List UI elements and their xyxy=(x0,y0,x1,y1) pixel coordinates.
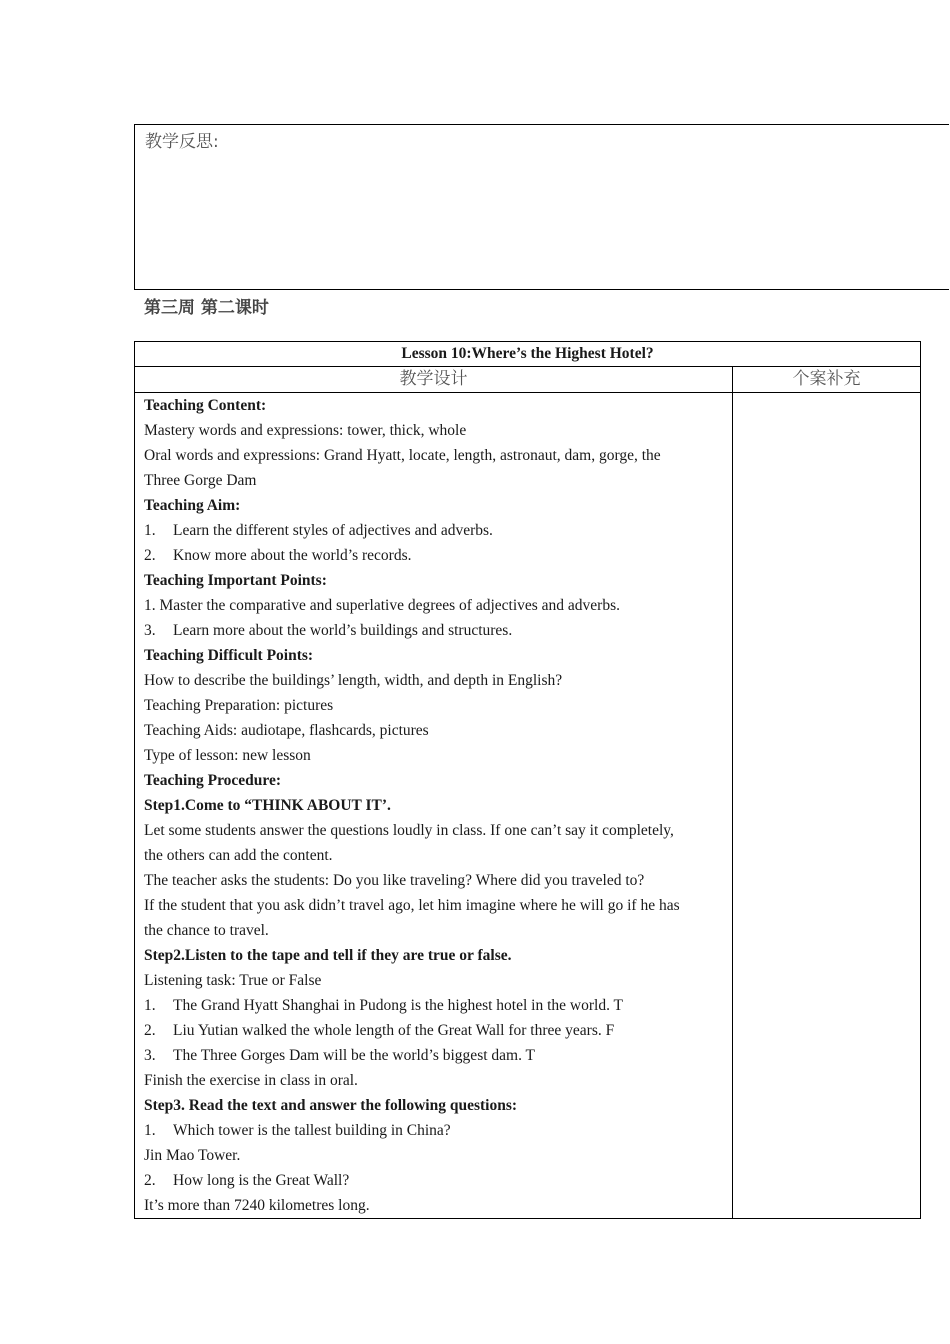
line-text: Teaching Aids: audiotape, flashcards, pictures xyxy=(144,722,429,739)
lesson-plan-table xyxy=(134,341,921,1219)
content-line xyxy=(144,493,723,518)
line-text: Teaching Difficult Points: xyxy=(144,647,314,664)
content-line xyxy=(144,818,723,843)
line-text: How to describe the buildings’ length, width, and depth in English? xyxy=(144,672,563,689)
line-text: Let some students answer the questions loudly in class. If one can’t say it completely, xyxy=(144,822,674,839)
line-text: If the student that you ask didn’t travel ago, let him imagine where he will go if he has xyxy=(144,897,680,914)
content-line xyxy=(144,743,723,768)
line-text: Liu Yutian walked the whole length of the Great Wall for three years. F xyxy=(173,1022,615,1039)
line-text: Type of lesson: new lesson xyxy=(144,747,311,764)
content-line xyxy=(144,993,723,1018)
line-text: Teaching Important Points: xyxy=(144,572,327,589)
line-text: Learn the different styles of adjectives and adverbs. xyxy=(173,522,493,539)
content-line xyxy=(144,443,723,468)
week-heading: 第三周 第二课时 xyxy=(144,298,269,318)
list-number: 2. xyxy=(144,1022,156,1039)
line-text: Three Gorge Dam xyxy=(144,472,257,489)
content-line xyxy=(144,918,723,943)
line-text: Teaching Procedure: xyxy=(144,772,282,789)
line-text: Learn more about the world’s buildings and structures. xyxy=(173,622,513,639)
content-line xyxy=(144,868,723,893)
content-line xyxy=(144,1093,723,1118)
line-text: Teaching Content: xyxy=(144,397,267,414)
content-line xyxy=(144,668,723,693)
content-line xyxy=(144,393,723,418)
line-text: The Three Gorges Dam will be the world’s biggest dam. T xyxy=(173,1047,536,1064)
line-text: Step3. Read the text and answer the following questions: xyxy=(144,1097,518,1114)
content-line xyxy=(144,593,723,618)
line-text: Step1.Come to “THINK ABOUT IT’. xyxy=(144,797,391,814)
list-number: 3. xyxy=(144,622,156,639)
line-text: the chance to travel. xyxy=(144,922,269,939)
content-line xyxy=(144,793,723,818)
line-text: Finish the exercise in class in oral. xyxy=(144,1072,358,1089)
content-line xyxy=(144,1018,723,1043)
content-line xyxy=(144,543,723,568)
line-text: How long is the Great Wall? xyxy=(173,1172,350,1189)
content-line xyxy=(144,893,723,918)
column-header-supplement: 个案补充 xyxy=(733,367,921,393)
content-line xyxy=(144,1118,723,1143)
content-lines xyxy=(144,393,723,1218)
line-text: The teacher asks the students: Do you like traveling? Where did you traveled to? xyxy=(144,872,645,889)
content-line xyxy=(144,643,723,668)
list-number: 3. xyxy=(144,1047,156,1064)
content-line xyxy=(144,1068,723,1093)
line-text: Teaching Preparation: pictures xyxy=(144,697,334,714)
line-text: Oral words and expressions: Grand Hyatt, locate, length, astronaut, dam, gorge, the xyxy=(144,447,661,464)
line-text: Jin Mao Tower. xyxy=(144,1147,241,1164)
content-line xyxy=(144,943,723,968)
reflection-label: 教学反思: xyxy=(145,132,219,152)
line-text: Step2.Listen to the tape and tell if they are true or false. xyxy=(144,947,512,964)
list-number: 1. xyxy=(144,997,156,1014)
content-line xyxy=(144,693,723,718)
list-number: 1. xyxy=(144,1122,156,1139)
content-line xyxy=(144,468,723,493)
line-text: Teaching Aim: xyxy=(144,497,241,514)
content-line xyxy=(144,618,723,643)
content-line xyxy=(144,1193,723,1218)
reflection-box xyxy=(134,124,949,290)
line-text: Listening task: True or False xyxy=(144,972,322,989)
line-text: The Grand Hyatt Shanghai in Pudong is the highest hotel in the world. T xyxy=(173,997,624,1014)
content-line xyxy=(144,518,723,543)
content-line xyxy=(144,768,723,793)
column-header-design: 教学设计 xyxy=(135,367,733,393)
supplement-content xyxy=(733,393,921,1219)
line-text: Know more about the world’s records. xyxy=(173,547,412,564)
content-line xyxy=(144,843,723,868)
content-line xyxy=(144,968,723,993)
content-line xyxy=(144,1168,723,1193)
list-number: 2. xyxy=(144,1172,156,1189)
line-text: Mastery words and expressions: tower, thick, whole xyxy=(144,422,467,439)
content-line xyxy=(144,1043,723,1068)
content-line xyxy=(144,1143,723,1168)
list-number: 1. xyxy=(144,522,156,539)
list-number: 2. xyxy=(144,547,156,564)
design-content xyxy=(135,393,733,1219)
line-text: Which tower is the tallest building in China? xyxy=(173,1122,451,1139)
content-line xyxy=(144,418,723,443)
line-text: It’s more than 7240 kilometres long. xyxy=(144,1197,370,1214)
content-line xyxy=(144,568,723,593)
line-text: 1. Master the comparative and superlative degrees of adjectives and adverbs. xyxy=(144,597,621,614)
lesson-title: Lesson 10:Where’s the Highest Hotel? xyxy=(135,342,921,367)
content-line xyxy=(144,718,723,743)
line-text: the others can add the content. xyxy=(144,847,333,864)
